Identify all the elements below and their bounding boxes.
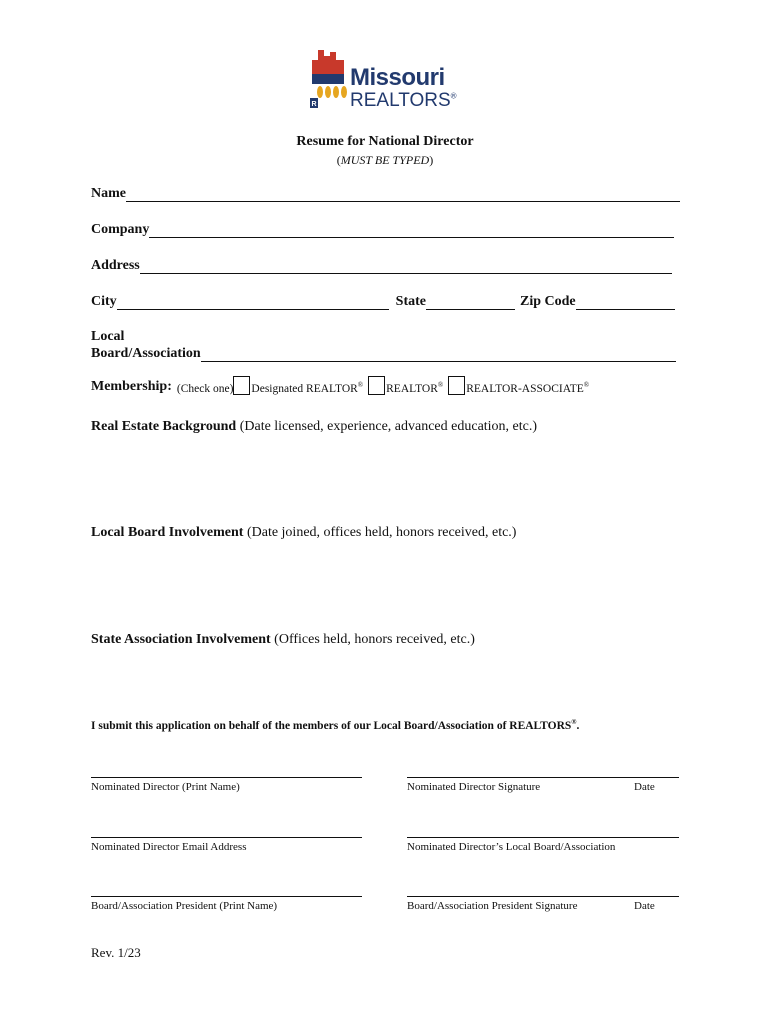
real-estate-background-heading: Real Estate Background xyxy=(91,419,237,434)
name-field[interactable] xyxy=(126,189,680,202)
address-row xyxy=(91,258,672,274)
nd-signature-label: Nominated Director Signature xyxy=(407,781,541,793)
nd-print-name-label: Nominated Director (Print Name) xyxy=(91,781,240,793)
state-association-involvement-area[interactable] xyxy=(91,653,681,708)
logo-realtors-text: REALTORS® xyxy=(350,90,457,111)
pres-print-name-line[interactable] xyxy=(91,896,362,897)
revision-note: Rev. 1/23 xyxy=(91,945,141,960)
state-field[interactable] xyxy=(426,297,515,310)
nd-email-label: Nominated Director Email Address xyxy=(91,841,247,853)
local-board-involvement-hint: (Date joined, offices held, honors received, etc.) xyxy=(246,525,517,540)
company-row xyxy=(91,222,674,238)
zip-field[interactable] xyxy=(576,297,675,310)
city-label: City xyxy=(91,294,117,309)
address-field[interactable] xyxy=(140,261,672,274)
nd-local-board-line[interactable] xyxy=(407,837,679,838)
state-association-involvement-hint: (Offices held, honors received, etc.) xyxy=(274,632,475,647)
nd-signature-line[interactable] xyxy=(407,777,679,778)
logo-missouri-text: Missouri xyxy=(350,64,445,91)
state-label: State xyxy=(395,294,426,309)
name-row xyxy=(91,186,680,202)
pres-date-label: Date xyxy=(634,900,655,912)
svg-text:R: R xyxy=(311,101,317,108)
membership-row xyxy=(91,376,589,395)
local-board-involvement-section xyxy=(91,525,516,541)
pres-signature-line[interactable] xyxy=(407,896,679,897)
nd-email-line[interactable] xyxy=(91,837,362,838)
company-label: Company xyxy=(91,222,150,237)
nd-local-board-label: Nominated Director’s Local Board/Association xyxy=(407,841,616,853)
pres-print-name-label: Board/Association President (Print Name) xyxy=(91,900,278,912)
board-label: Board/Association xyxy=(91,346,201,361)
pres-signature-label: Board/Association President Signature xyxy=(407,900,578,912)
city-field[interactable] xyxy=(117,297,389,310)
zip-label: Zip Code xyxy=(520,294,576,309)
local-board-involvement-heading: Local Board Involvement xyxy=(91,525,244,540)
membership-label: Membership: xyxy=(91,379,172,394)
real-estate-background-section xyxy=(91,419,537,435)
designated-realtor-option: Designated REALTOR® xyxy=(251,381,364,395)
nd-print-name-line[interactable] xyxy=(91,777,362,778)
city-state-zip-row xyxy=(91,294,675,310)
real-estate-background-hint: (Date licensed, experience, advanced education, etc.) xyxy=(239,419,538,434)
address-label: Address xyxy=(91,258,140,273)
realtor-checkbox[interactable] xyxy=(368,376,385,395)
state-association-involvement-section xyxy=(91,632,475,648)
realtor-option: REALTOR® xyxy=(386,381,444,395)
designated-realtor-checkbox[interactable] xyxy=(233,376,250,395)
board-row xyxy=(91,346,676,362)
real-estate-background-area[interactable] xyxy=(91,440,681,518)
realtor-associate-option: REALTOR-ASSOCIATE® xyxy=(466,381,590,395)
name-label: Name xyxy=(91,186,126,201)
form-subtitle: (MUST BE TYPED) xyxy=(336,153,434,167)
submit-statement: I submit this application on behalf of the members of our Local Board/Association of REALTORS®. xyxy=(91,718,580,732)
company-field[interactable] xyxy=(149,225,674,238)
state-association-involvement-heading: State Association Involvement xyxy=(91,632,271,647)
local-label: Local xyxy=(91,329,125,344)
missouri-realtors-logo xyxy=(306,46,466,116)
local-board-involvement-area[interactable] xyxy=(91,546,681,624)
board-field[interactable] xyxy=(201,349,676,362)
realtor-associate-checkbox[interactable] xyxy=(448,376,465,395)
nd-date-label: Date xyxy=(634,781,655,793)
membership-hint: (Check one) xyxy=(176,383,234,395)
form-title: Resume for National Director xyxy=(296,134,474,149)
